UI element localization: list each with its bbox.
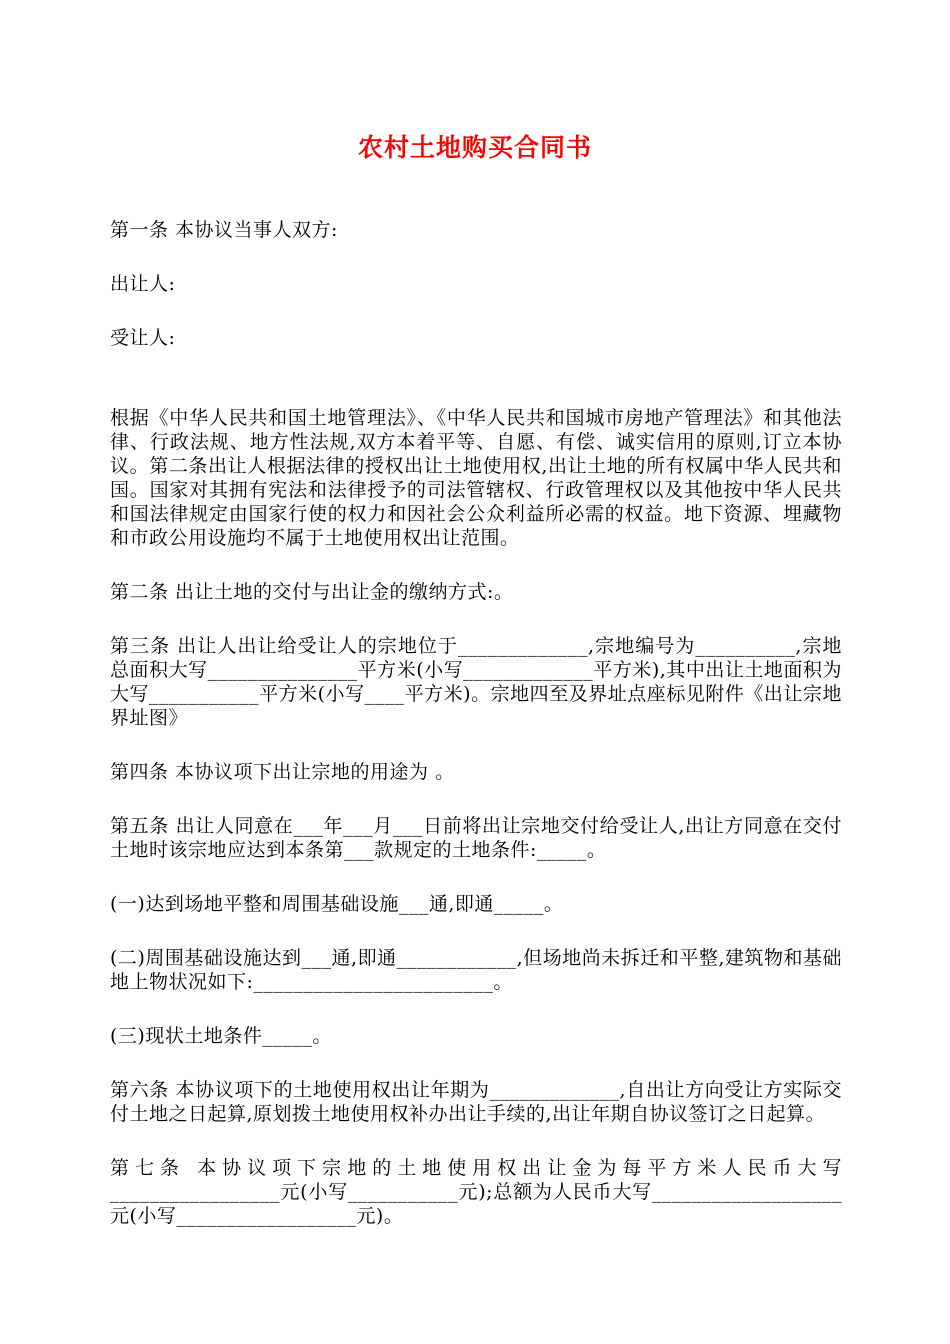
clause-7-fee: 第七条 本协议项下宗地的土地使用权出让金为每平方米人民币大写_________________元(小写___________元);总额为人民币大写___________________元(小写__________________元)。 <box>110 1157 842 1227</box>
preamble-paragraph: 根据《中华人民共和国土地管理法》、《中华人民共和国城市房地产管理法》和其他法律、行政法规、地方性法规,双方本着平等、自愿、有偿、诚实信用的原则,订立本协议。第二条出让人根据法律的授权出让土地使用权,出让土地的所有权属中华人民共和国。国家对其拥有宪法和法律授予的司法管辖权、行政管理权以及其他按中华人民共和国法律规定由国家行使的权力和因社会公众利益所必需的权益。地下资源、埋藏物和市政公用设施均不属于土地使用权出让范围。 <box>110 407 842 549</box>
clause-6-term: 第六条 本协议项下的土地使用权出让年期为_____________,自出让方向受让方实际交付土地之日起算,原划拨土地使用权补办出让手续的,出让年期自协议签订之日起算。 <box>110 1079 842 1125</box>
clause-5-handover: 第五条 出让人同意在___年___月___日前将出让宗地交付给受让人,出让方同意在交付土地时该宗地应达到本条第___款规定的土地条件:_____。 <box>110 815 842 861</box>
clause-4-usage: 第四条 本协议项下出让宗地的用途为 。 <box>110 761 455 783</box>
document-body <box>110 218 842 1258</box>
clause-1-parties: 第一条 本协议当事人双方: <box>110 219 338 241</box>
clause-2-delivery: 第二条 出让土地的交付与出让金的缴纳方式:。 <box>110 581 514 603</box>
condition-item-3: (三)现状土地条件_____。 <box>110 1025 332 1047</box>
document-title: 农村土地购买合同书 <box>357 133 592 162</box>
condition-item-1: (一)达到场地平整和周围基础设施___通,即通_____。 <box>110 893 564 915</box>
clause-3-location: 第三条 出让人出让给受让人的宗地位于_____________,宗地编号为__________,宗地总面积大写_______________平方米(小写_____________平方米),其中出让土地面积为大写___________平方米(小写____平方米)。宗地四至及界址点座标见附件《出让宗地界址图》 <box>110 635 842 729</box>
transferee-line: 受让人: <box>110 327 176 349</box>
condition-item-2: (二)周围基础设施达到___通,即通____________,但场地尚未拆迁和平整,建筑物和基础地上物状况如下:________________________。 <box>110 947 842 993</box>
transferor-line: 出让人: <box>110 273 176 295</box>
